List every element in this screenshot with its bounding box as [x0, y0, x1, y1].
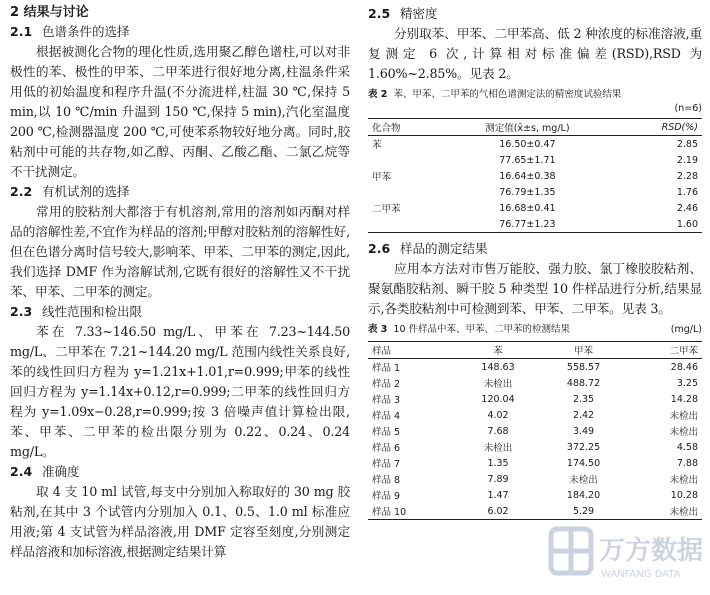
- watermark-brand-en: WANFANG DATA: [601, 569, 681, 580]
- table-cell: 174.50: [566, 457, 601, 469]
- table-cell: [368, 152, 438, 168]
- table-unit: (mg/L): [670, 324, 702, 335]
- table-cell: 10.28: [670, 489, 698, 501]
- table-cell: 3.49: [572, 425, 595, 437]
- section-2-5-heading: [368, 4, 702, 24]
- table-header-cell: 样品: [368, 342, 455, 359]
- table-cell: 7.68: [487, 425, 509, 437]
- table-header-row: [368, 342, 702, 359]
- table-label: 表 3: [368, 324, 388, 335]
- table-header-cell: RSD(%): [616, 119, 702, 136]
- table-cell: 2.19: [676, 154, 698, 166]
- watermark-brand-cn: 万方数据: [599, 536, 704, 566]
- table-cell: 16.50±0.47: [499, 138, 556, 150]
- table-cell: 2.28: [676, 170, 698, 182]
- table-cell: 372.25: [566, 441, 601, 453]
- section-2-4-paragraph: 取 4 支 10 ml 试管,每支中分别加入称取好的 30 mg 胶粘剂,在其中 3 个试管内分别加入 0.1、0.5、1.0 ml 标准应用液;第 4 支试管为样品溶液,用 DMF 定容至刻度,分别测定样品溶液和加标溶液,根据测定结果计算: [10, 484, 350, 559]
- table-cell: 未检出: [669, 507, 698, 518]
- table-cell: 样品 10: [372, 507, 407, 518]
- table-row: [368, 168, 702, 184]
- table-cell: 1.47: [487, 489, 509, 501]
- table-cell: 5.29: [572, 505, 595, 517]
- table-row: [368, 439, 702, 455]
- table-cell: 76.77±1.23: [499, 218, 556, 230]
- table-header-cell: 甲苯: [541, 342, 627, 359]
- table-row: [368, 375, 702, 391]
- table-cell: 1.60: [676, 218, 698, 230]
- section-2-2-heading: [10, 182, 350, 202]
- table-cell: 苯: [372, 140, 382, 151]
- table-cell: [368, 216, 438, 233]
- section-2-6-paragraph: 应用本方法对市售万能胶、强力胶、氯丁橡胶胶粘剂、聚氨酯胶粘剂、瞬干胶 5 种类型 10 件样品进行分析,结果显示,各类胶粘剂中可检测到苯、甲苯、二甲苯。见表 3。: [368, 261, 702, 316]
- table-cell: 148.63: [481, 361, 515, 373]
- section-number: 2.6: [368, 241, 391, 256]
- section-2-3-heading: [10, 302, 350, 322]
- table-title: 10 件样品中苯、甲苯、二甲苯的检测结果: [393, 324, 571, 335]
- table-cell: 样品 6: [372, 443, 401, 454]
- table-cell: 77.65±1.71: [499, 154, 556, 166]
- table-cell: 样品 9: [372, 491, 401, 502]
- table-row: [368, 471, 702, 487]
- table-cell: [368, 184, 438, 200]
- section-2-1-paragraph: 根据被测化合物的理化性质,选用聚乙醇色谱柱,可以对非极性的苯、极性的甲苯、二甲苯进行很好地分离,柱温条件采用低的初始温度和程序升温(不分流进样,柱温 30 ℃,保持 5 min,以 10 ℃/min 升温到 150 ℃,保持 5 min),汽化室温度 200 ℃,检测器温度 200 ℃,可使苯系物较好地分离。同时,胶粘剂中可能的共存物,如乙醇、丙酮、乙酸乙酯、二氯乙烷等不干扰测定。: [10, 44, 350, 179]
- sample-results-table: [368, 341, 702, 520]
- table-cell: 样品 2: [372, 379, 401, 390]
- table-cell: 184.20: [566, 489, 601, 501]
- section-2-4-heading: [10, 462, 350, 482]
- table-cell: 1.35: [487, 457, 509, 469]
- table-cell: 甲苯: [372, 172, 392, 183]
- table-row: [368, 136, 702, 153]
- section-number: 2.5: [368, 6, 391, 21]
- section-title: 线性范围和检出限: [42, 304, 143, 319]
- table-cell: 4.58: [676, 441, 698, 453]
- section-2-1-heading: [10, 22, 350, 42]
- table-cell: 样品 8: [372, 475, 401, 486]
- section-title: 精密度: [400, 6, 438, 21]
- table-cell: 488.72: [566, 377, 601, 389]
- left-column: [10, 0, 350, 562]
- table-title: 苯、甲苯、二甲苯的气相色谱测定法的精密度试验结果: [393, 89, 622, 100]
- table-cell: 14.28: [670, 393, 698, 405]
- section-title: 色谱条件的选择: [42, 24, 130, 39]
- table-2-caption: [368, 88, 702, 102]
- table-header-cell: 测定值(x̄±s, mg/L): [438, 119, 616, 136]
- table-cell: 未检出: [669, 427, 698, 438]
- table-cell: 1.76: [676, 186, 698, 198]
- table-cell: 4.02: [487, 409, 509, 421]
- table-cell: 未检出: [669, 411, 698, 422]
- section-2-6-heading: [368, 239, 702, 259]
- section-2-2-paragraph: 常用的胶粘剂大都溶于有机溶剂,常用的溶剂如丙酮对样品的溶解性差,不宜作为样品的溶剂;甲醇对胶粘剂的溶解性好,但在色谱分离时信号较大,影响苯、甲苯、二甲苯的测定,因此,我们选择 DMF 作为溶解试剂,它既有很好的溶解性又不干扰苯、甲苯、二甲苯的测定。: [10, 204, 350, 299]
- table-cell: 16.64±0.38: [499, 170, 556, 182]
- table-cell: 28.46: [670, 361, 698, 373]
- table-cell: 样品 5: [372, 427, 401, 438]
- wanfang-watermark-logo: [545, 515, 705, 590]
- table-cell: 样品 3: [372, 395, 401, 406]
- table-cell: 样品 7: [372, 459, 401, 470]
- table-cell: 未检出: [569, 475, 598, 486]
- section-2-3-paragraph: 苯在 7.33~146.50 mg/L、甲苯在 7.23~144.50 mg/L、二甲苯在 7.21~144.20 mg/L 范围内线性关系良好,苯的线性回归方程为 y=1.21x+1.01,r=0.999;甲苯的线性回归方程为 y=1.14x+0.12,r=0.999;二甲苯的线性回归方程为 y=1.09x−0.28,r=0.999;按 3 倍噪声值计算检出限,苯、甲苯、二甲苯的检出限分别为 0.22、0.24、0.24 mg/L。: [10, 324, 350, 459]
- table-row: [368, 487, 702, 503]
- table-cell: 6.02: [487, 505, 509, 517]
- table-header-cell: 苯: [455, 342, 541, 359]
- table-cell: 120.04: [481, 393, 515, 405]
- section-title: 样品的测定结果: [400, 241, 488, 256]
- section-title: 准确度: [42, 464, 80, 479]
- table-cell: 2.42: [572, 409, 595, 421]
- table-cell: 16.68±0.41: [499, 202, 556, 214]
- table-row: [368, 455, 702, 471]
- section-2-5-paragraph: 分别取苯、甲苯、二甲苯高、低 2 种浓度的标准溶液,重复测定 6 次,计算相对标准偏差(RSD),RSD 为 1.60%~2.85%。见表 2。: [368, 26, 702, 81]
- table-row: [368, 391, 702, 407]
- table-cell: 未检出: [483, 443, 513, 454]
- table-cell: 2.85: [676, 138, 698, 150]
- section-number: 2.4: [10, 464, 33, 479]
- table-cell: 7.88: [676, 457, 698, 469]
- section-2-title: 2 结果与讨论: [10, 5, 89, 20]
- table-cell: 558.57: [566, 361, 601, 373]
- table-row: [368, 216, 702, 233]
- table-header-cell: 化合物: [368, 119, 438, 136]
- table-cell: 7.89: [487, 473, 509, 485]
- table-row: [368, 359, 702, 376]
- table-cell: 3.25: [676, 377, 698, 389]
- table-cell: 未检出: [483, 379, 513, 390]
- right-column: [368, 0, 702, 520]
- table-label: 表 2: [368, 89, 388, 100]
- section-title: 有机试剂的选择: [42, 184, 130, 199]
- section-number: 2.2: [10, 184, 33, 199]
- table-cell: 2.35: [572, 393, 595, 405]
- table-row: [368, 184, 702, 200]
- table-header-cell: 二甲苯: [626, 342, 702, 359]
- table-row: [368, 152, 702, 168]
- table-header-row: [368, 119, 702, 136]
- table-cell: 2.46: [676, 202, 698, 214]
- table-cell: 76.79±1.35: [499, 186, 556, 198]
- section-number: 2.1: [10, 24, 33, 39]
- table-cell: 样品 1: [372, 363, 401, 374]
- precision-table: [368, 118, 702, 233]
- table-cell: 二甲苯: [372, 204, 401, 215]
- table-row: [368, 503, 702, 520]
- table-cell: 样品 4: [372, 411, 401, 422]
- table-row: [368, 200, 702, 216]
- table-row: [368, 423, 702, 439]
- table-cell: 未检出: [669, 475, 698, 486]
- table-row: [368, 407, 702, 423]
- table-2-unit: (n=6): [674, 103, 702, 114]
- section-number: 2.3: [10, 304, 33, 319]
- table-3-caption: [368, 323, 702, 337]
